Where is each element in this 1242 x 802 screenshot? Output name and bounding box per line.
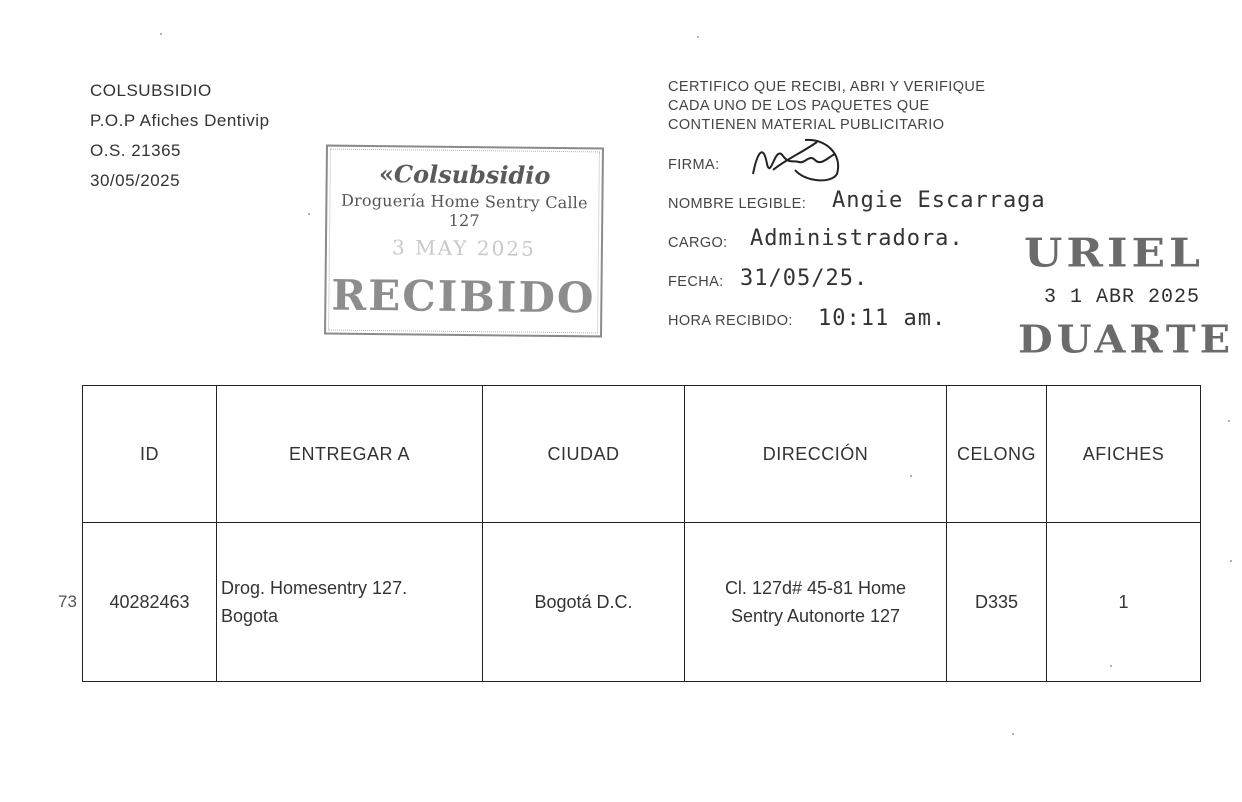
document-date: 30/05/2025 bbox=[90, 171, 181, 190]
order-number: O.S. 21365 bbox=[90, 141, 182, 160]
table-row bbox=[83, 523, 1201, 682]
stamp-date: 3 MAY 2025 bbox=[391, 235, 536, 261]
cell-ciudad: Bogotá D.C. bbox=[483, 523, 685, 682]
cargo-value: Administradora. bbox=[750, 226, 964, 251]
cert-line-2: CADA UNO DE LOS PAQUETES QUE bbox=[668, 98, 930, 114]
scan-speck bbox=[1110, 665, 1112, 667]
cell-celong: D335 bbox=[947, 523, 1047, 682]
delivery-table bbox=[82, 385, 1201, 682]
stamp-logo-text: Colsubsidio bbox=[393, 159, 551, 190]
cell-entregar bbox=[217, 523, 483, 682]
scan-speck bbox=[910, 475, 912, 477]
scan-speck bbox=[1230, 560, 1232, 562]
firma-label: FIRMA: bbox=[668, 157, 720, 173]
campaign-name: P.O.P Afiches Dentivip bbox=[90, 111, 270, 130]
received-stamp bbox=[324, 145, 604, 338]
header-ciudad: CIUDAD bbox=[483, 386, 685, 523]
scan-speck bbox=[1012, 733, 1014, 735]
nombre-label: NOMBRE LEGIBLE: bbox=[668, 196, 807, 212]
direccion-line-1: Cl. 127d# 45-81 Home bbox=[724, 578, 907, 598]
stamp-status: RECIBIDO bbox=[331, 270, 596, 323]
cell-id: 40282463 bbox=[83, 523, 217, 682]
entregar-line-2: Bogota bbox=[221, 606, 279, 626]
hora-value: 10:11 am. bbox=[818, 306, 947, 331]
cell-afiches: 1 bbox=[1047, 523, 1201, 682]
stamp-uriel: URIEL bbox=[1024, 230, 1204, 277]
fecha-value: 31/05/25. bbox=[740, 266, 869, 291]
nombre-value: Angie Escarraga bbox=[832, 188, 1046, 213]
table-header-row bbox=[83, 386, 1201, 523]
hora-label: HORA RECIBIDO: bbox=[668, 313, 793, 329]
scan-speck bbox=[308, 213, 310, 215]
scan-speck bbox=[697, 36, 699, 38]
entregar-line-1: Drog. Homesentry 127. bbox=[221, 578, 408, 598]
cert-line-1: CERTIFICO QUE RECIBI, ABRI Y VERIFIQUE bbox=[668, 79, 986, 95]
row-number: 73 bbox=[58, 592, 77, 611]
sender-info bbox=[90, 76, 270, 196]
cargo-label: CARGO: bbox=[668, 235, 728, 251]
scan-speck bbox=[160, 33, 162, 35]
header-id: ID bbox=[83, 386, 217, 523]
stamp-store-name: Droguería Home Sentry Calle 127 bbox=[340, 190, 588, 231]
header-direccion: DIRECCIÓN bbox=[685, 386, 947, 523]
header-afiches: AFICHES bbox=[1047, 386, 1201, 523]
stamp-duarte: DUARTE bbox=[1018, 317, 1235, 362]
stamp-logo bbox=[328, 159, 602, 191]
logo-chevron-icon: « bbox=[378, 159, 395, 189]
stamp-uriel-date: 3 1 ABR 2025 bbox=[1044, 286, 1201, 309]
scan-speck bbox=[1228, 420, 1230, 422]
signature-image bbox=[745, 134, 845, 186]
cert-line-3: CONTIENEN MATERIAL PUBLICITARIO bbox=[668, 117, 945, 133]
fecha-label: FECHA: bbox=[668, 274, 724, 290]
company-name: COLSUBSIDIO bbox=[90, 81, 212, 100]
cell-direccion bbox=[685, 523, 947, 682]
direccion-line-2: Sentry Autonorte 127 bbox=[730, 606, 901, 626]
header-celong: CELONG bbox=[947, 386, 1047, 523]
header-entregar: ENTREGAR A bbox=[217, 386, 483, 523]
certification-text bbox=[668, 78, 985, 135]
